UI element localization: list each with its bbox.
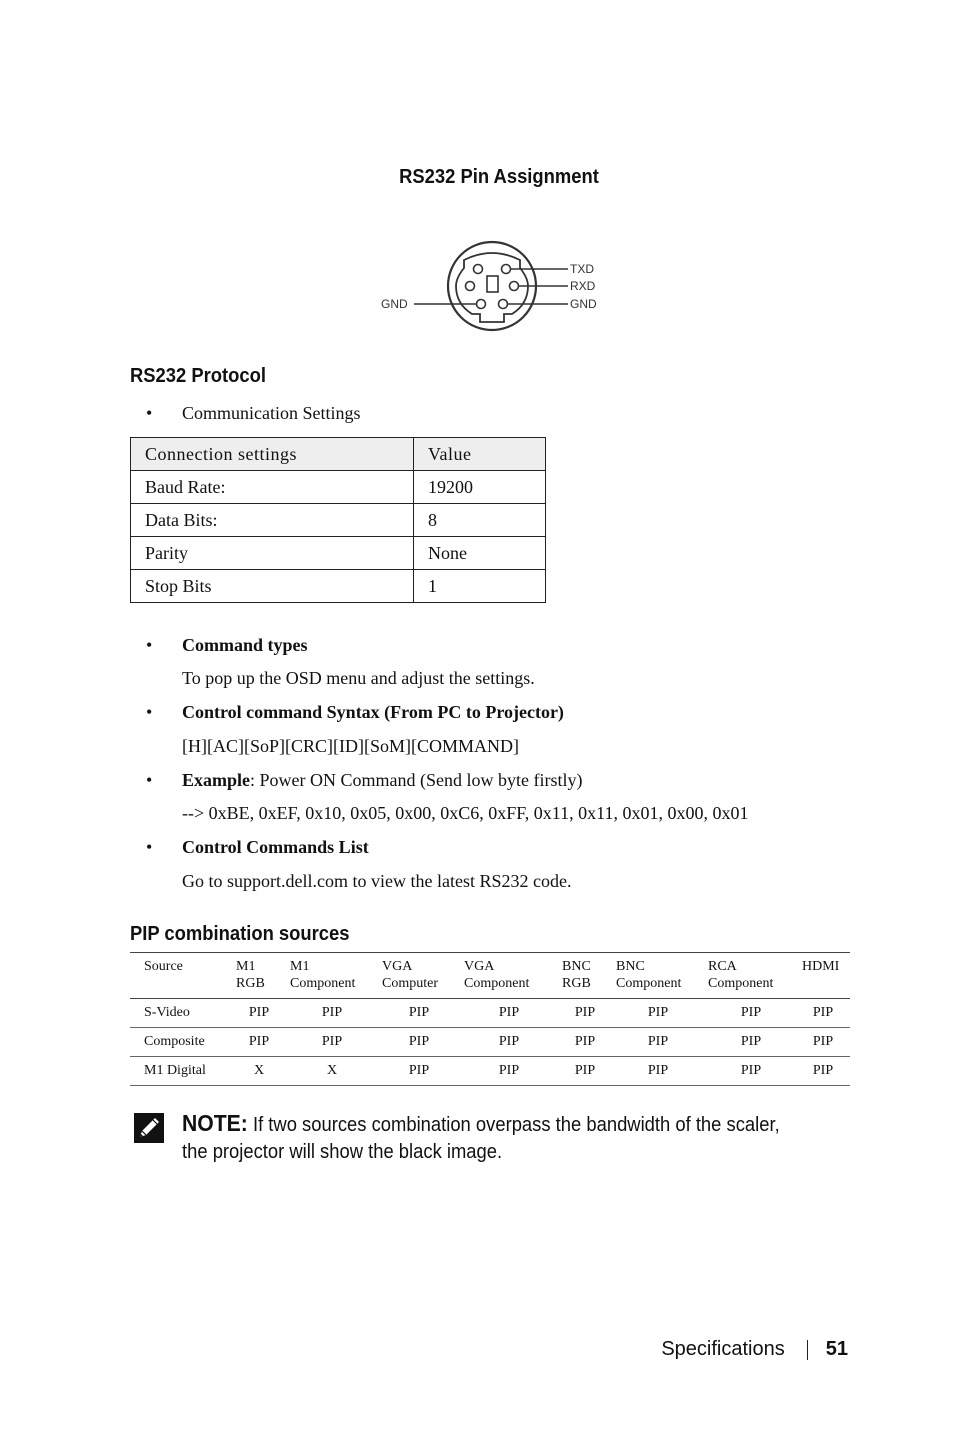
pip-cell: PIP	[460, 999, 558, 1028]
table-row	[131, 471, 546, 504]
comm-settings-bullet	[146, 403, 361, 424]
txd-label: TXD	[570, 262, 594, 276]
pip-cell: PIP	[704, 999, 798, 1028]
pip-header-hdmi: HDMI	[798, 953, 850, 999]
pip-header-rca-component: RCA Component	[704, 953, 798, 999]
pip-header-row	[130, 953, 850, 999]
syntax-bullet	[146, 702, 564, 723]
pip-cell: PIP	[378, 999, 460, 1028]
pip-cell: PIP	[286, 999, 378, 1028]
pip-combination-table	[130, 952, 850, 1086]
gnd-left-label: GND	[381, 297, 408, 311]
comm-settings-label: Communication Settings	[182, 403, 361, 423]
pip-source-cell: M1 Digital	[130, 1057, 232, 1086]
header-connection-settings: Connection settings	[131, 438, 414, 471]
note-label: NOTE:	[182, 1110, 248, 1136]
syntax-text: [H][AC][SoP][CRC][ID][SoM][COMMAND]	[182, 736, 519, 756]
pin-5	[477, 300, 486, 309]
bullet-dot: •	[146, 635, 153, 655]
pin-3	[466, 282, 475, 291]
pip-cell: PIP	[378, 1057, 460, 1086]
setting-name: Baud Rate:	[131, 471, 414, 504]
pip-header-vga-component: VGA Component	[460, 953, 558, 999]
pip-cell: PIP	[704, 1057, 798, 1086]
pip-cell: PIP	[798, 1028, 850, 1057]
connector-inner-shell	[456, 253, 528, 322]
command-types-text: To pop up the OSD menu and adjust the settings.	[182, 668, 535, 688]
pip-cell: PIP	[612, 1057, 704, 1086]
syntax-label: Control command Syntax (From PC to Projector)	[182, 702, 564, 722]
connection-settings-table	[130, 437, 546, 603]
pip-cell: X	[286, 1057, 378, 1086]
pip-cell: PIP	[378, 1028, 460, 1057]
page-footer	[661, 1338, 848, 1361]
footer-divider	[807, 1340, 808, 1360]
command-types-label: Command types	[182, 635, 308, 655]
pip-header-source: Source	[130, 953, 232, 999]
example-label: Example	[182, 770, 251, 790]
pip-header-vga-computer: VGA Computer	[378, 953, 460, 999]
pip-cell: PIP	[558, 999, 612, 1028]
note-body: If two sources combination overpass the bandwidth of the scaler, the projector will show the black image.	[182, 1114, 780, 1163]
example-bullet	[146, 770, 582, 791]
gnd-right-label: GND	[570, 297, 597, 311]
footer-section: Specifications	[661, 1338, 785, 1360]
table-row	[130, 1028, 850, 1057]
pip-header-bnc-component: BNC Component	[612, 953, 704, 999]
connector-key	[487, 276, 498, 292]
pip-cell: PIP	[798, 1057, 850, 1086]
pip-cell: PIP	[558, 1057, 612, 1086]
pip-cell: PIP	[612, 1028, 704, 1057]
pip-source-cell: S-Video	[130, 999, 232, 1028]
pip-heading: PIP combination sources	[130, 923, 350, 945]
pip-cell: PIP	[232, 999, 286, 1028]
note-text-block	[182, 1110, 808, 1166]
setting-name: Data Bits:	[131, 504, 414, 537]
pip-cell: PIP	[460, 1057, 558, 1086]
setting-name: Parity	[131, 537, 414, 570]
setting-value: 19200	[414, 471, 546, 504]
table-row	[130, 1057, 850, 1086]
pin-4	[510, 282, 519, 291]
example-code: --> 0xBE, 0xEF, 0x10, 0x05, 0x00, 0xC6, 0xFF, 0x11, 0x11, 0x01, 0x00, 0x01	[182, 803, 749, 823]
pin-assignment-title: RS232 Pin Assignment	[399, 166, 599, 188]
table-row	[131, 504, 546, 537]
setting-name: Stop Bits	[131, 570, 414, 603]
setting-value: None	[414, 537, 546, 570]
table-header-row	[131, 438, 546, 471]
table-row	[131, 570, 546, 603]
rxd-label: RXD	[570, 279, 596, 293]
pip-header-m1-component: M1 Component	[286, 953, 378, 999]
pip-cell: PIP	[704, 1028, 798, 1057]
commands-list-text: Go to support.dell.com to view the latest RS232 code.	[182, 871, 572, 891]
bullet-dot: •	[146, 403, 153, 423]
pip-header-bnc-rgb: BNC RGB	[558, 953, 612, 999]
pip-cell: PIP	[798, 999, 850, 1028]
bullet-dot: •	[146, 770, 153, 790]
pip-cell: PIP	[460, 1028, 558, 1057]
pin-2	[502, 265, 511, 274]
pencil-note-icon	[134, 1113, 164, 1143]
setting-value: 1	[414, 570, 546, 603]
pip-cell: X	[232, 1057, 286, 1086]
pin-1	[474, 265, 483, 274]
pin-6	[499, 300, 508, 309]
page-number: 51	[825, 1338, 848, 1360]
pip-cell: PIP	[558, 1028, 612, 1057]
header-value: Value	[414, 438, 546, 471]
example-text: : Power ON Command (Send low byte firstly)	[250, 770, 583, 790]
commands-list-label: Control Commands List	[182, 837, 369, 857]
pip-header-m1-rgb: M1 RGB	[232, 953, 286, 999]
command-types-bullet	[146, 635, 308, 656]
bullet-dot: •	[146, 702, 153, 722]
pip-cell: PIP	[232, 1028, 286, 1057]
table-row	[131, 537, 546, 570]
pip-cell: PIP	[286, 1028, 378, 1057]
pip-source-cell: Composite	[130, 1028, 232, 1057]
protocol-heading: RS232 Protocol	[130, 365, 267, 387]
mini-din-connector-diagram	[378, 238, 604, 334]
commands-list-bullet	[146, 837, 369, 858]
table-row	[130, 999, 850, 1028]
setting-value: 8	[414, 504, 546, 537]
bullet-dot: •	[146, 837, 153, 857]
pip-cell: PIP	[612, 999, 704, 1028]
